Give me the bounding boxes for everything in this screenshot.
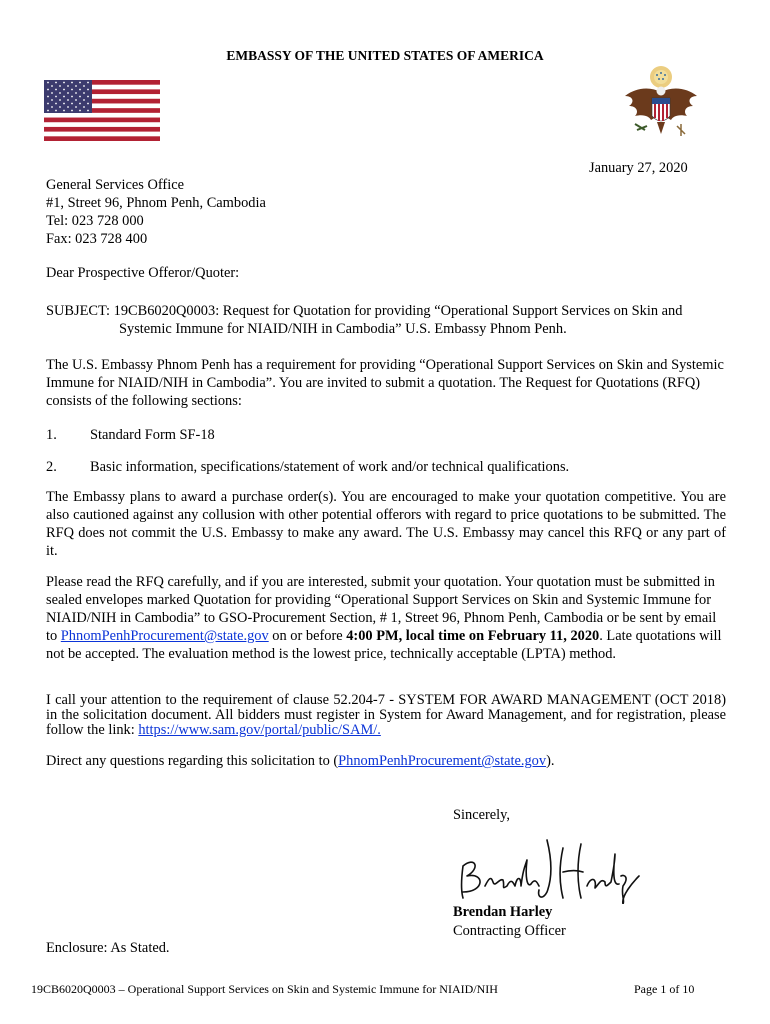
section-text: Basic information, specifications/statement of work and/or technical qualifications. <box>90 459 570 475</box>
sender-fax: Fax: 023 728 400 <box>46 231 148 247</box>
submit-text-3: . Late quotations will not be accepted. The evaluation method is the lowest price, technically acceptable (LPTA) method. <box>46 628 722 662</box>
embassy-heading: EMBASSY OF THE UNITED STATES OF AMERICA <box>226 48 544 63</box>
salutation: Dear Prospective Offeror/Quoter: <box>46 265 240 281</box>
enclosure-note: Enclosure: As Stated. <box>46 940 170 956</box>
submit-paragraph <box>46 573 726 663</box>
section-number: 1. <box>46 427 57 443</box>
subject-continuation: Systemic Immune for NIAID/NIH in Cambodia” U.S. Embassy Phnom Penh. <box>119 321 567 337</box>
letter-date: January 27, 2020 <box>589 160 688 176</box>
questions-email-link[interactable]: PhnomPenhProcurement@state.gov <box>338 753 547 769</box>
section-text: Standard Form SF-18 <box>90 427 215 443</box>
sam-link[interactable]: https://www.sam.gov/portal/public/SAM/. <box>138 722 381 738</box>
great-seal-icon <box>621 64 701 146</box>
submission-deadline: 4:00 PM, local time on February 11, 2020 <box>346 628 600 644</box>
questions-line <box>46 752 726 770</box>
sender-street: #1, Street 96, Phnom Penh, Cambodia <box>46 195 266 211</box>
submit-text-2: on or before <box>268 628 347 644</box>
section-item-2 <box>46 458 726 476</box>
signer-title: Contracting Officer <box>453 923 566 939</box>
sender-office: General Services Office <box>46 177 184 193</box>
subject-line <box>46 302 726 338</box>
sam-paragraph <box>46 693 726 738</box>
section-item-1 <box>46 426 726 444</box>
questions-end: ). <box>546 753 555 769</box>
closing: Sincerely, <box>453 807 511 823</box>
sender-tel: Tel: 023 728 000 <box>46 213 144 229</box>
section-number: 2. <box>46 459 57 475</box>
footer-document-title: 19CB6020Q0003 – Operational Support Services on Skin and Systemic Immune for NIAID/NIH <box>31 982 498 996</box>
subject-prefix: SUBJECT: 19CB6020Q0003: Request for Quotation for providing “Operational Support Services on Skin and <box>46 303 683 319</box>
sam-text: I call your attention to the requirement of clause 52.204-7 - SYSTEM FOR AWARD MANAGEMENT (OCT 2018) in the solicitation document. All bidders must register in System for Award Management, and for registration, please follow the link: <box>46 692 726 738</box>
submit-text-1: Please read the RFQ carefully, and if you are interested, submit your quotation. Your quotation must be submitted in sealed envelopes marked Quotation for providing “Operational Support Services on Skin and Systemic Immune for NIAID/NIH in Cambodia” to GSO-Procurement Section, # 1, Street 96, Phnom Penh, Cambodia or be sent by email to <box>46 574 717 644</box>
sender-address <box>46 176 726 248</box>
signer-name: Brendan Harley <box>453 904 553 920</box>
questions-text: Direct any questions regarding this solicitation to ( <box>46 753 339 769</box>
signature-image <box>455 826 641 904</box>
procurement-email-link[interactable]: PhnomPenhProcurement@state.gov <box>60 628 269 644</box>
intro-paragraph: The U.S. Embassy Phnom Penh has a requirement for providing “Operational Support Services on Skin and Systemic Immune for NIAID/NIH in Cambodia”. You are invited to submit a quotation. The Request for Quotations (RFQ) consists of the following sections: <box>46 357 724 409</box>
us-flag-icon <box>44 80 160 141</box>
page-number: Page 1 of 10 <box>634 982 695 996</box>
award-paragraph: The Embassy plans to award a purchase order(s). You are encouraged to make your quotation competitive. You are also cautioned against any collusion with other potential offerors with regard to price quotations to be submitted. The RFQ does not commit the U.S. Embassy to make any award. The U.S. Embassy may cancel this RFQ or any part of it. <box>46 489 726 559</box>
